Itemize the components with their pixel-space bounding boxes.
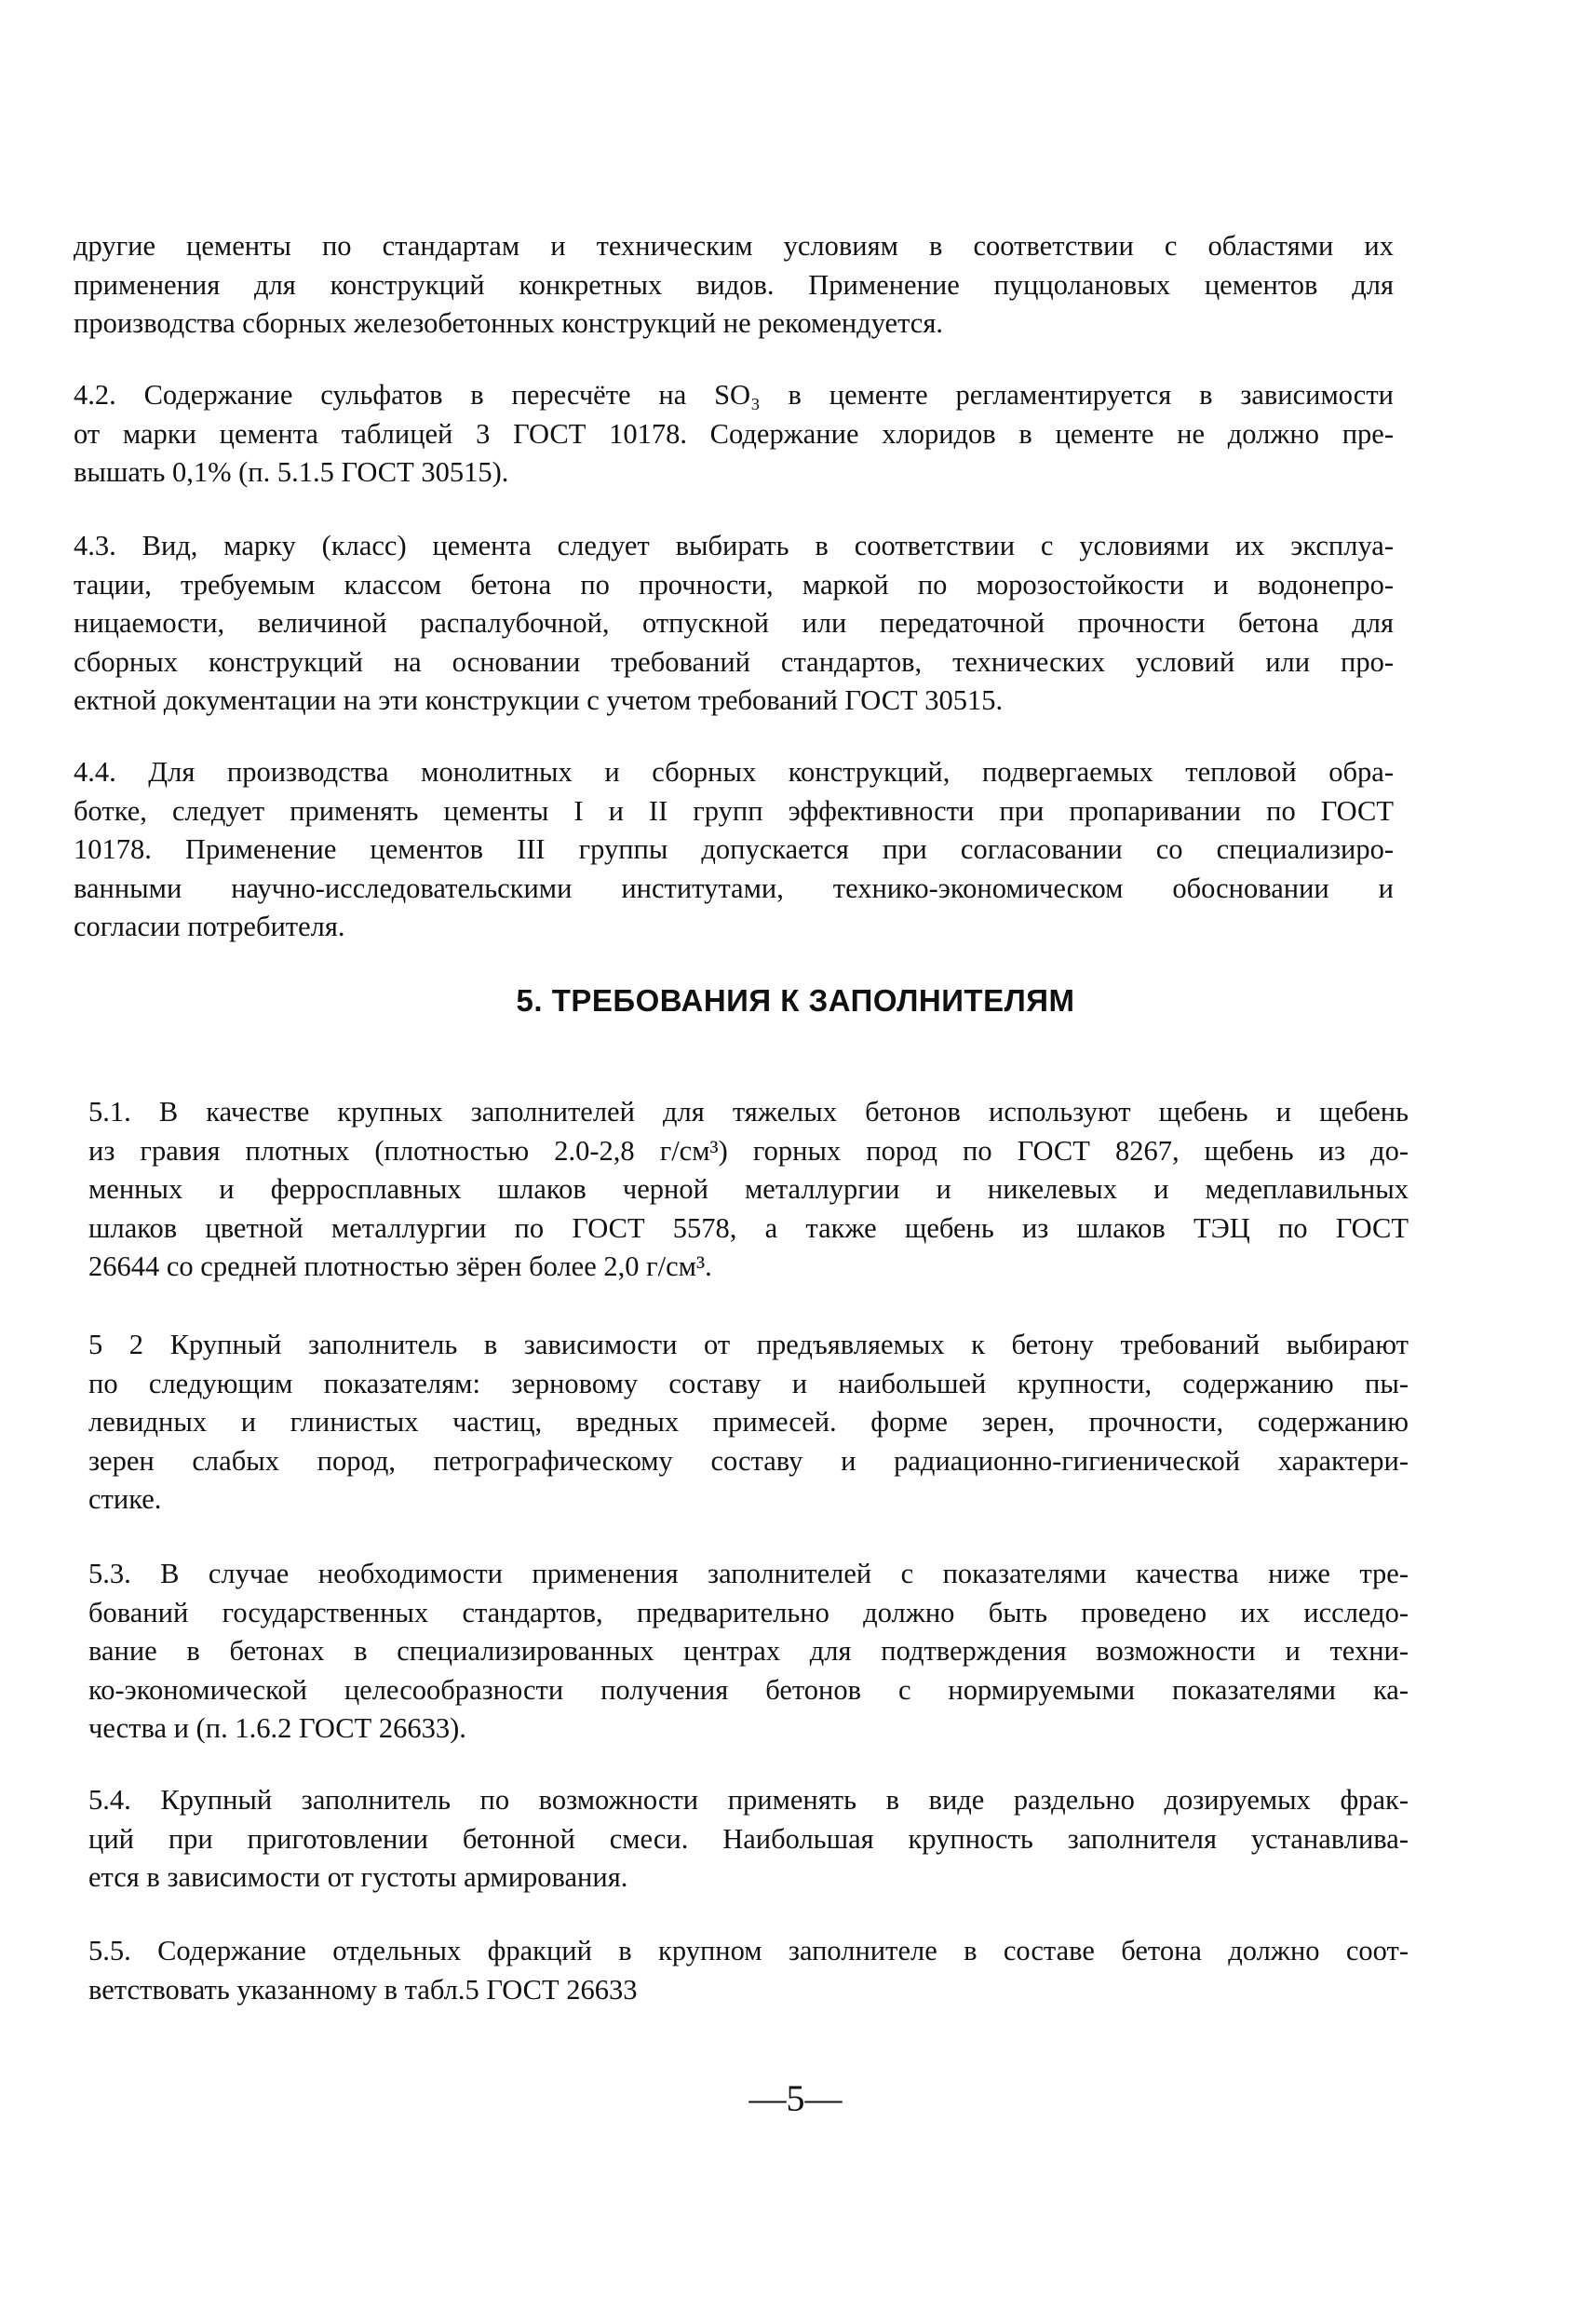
paragraph-4-2 (74, 376, 1394, 493)
paragraph-5-2 (88, 1326, 1409, 1520)
page-number: —5— (748, 2077, 843, 2119)
text-line: от марки цемента таблицей 3 ГОСТ 10178. Содержание хлоридов в цементе не должно пре- (74, 417, 1394, 450)
paragraph-5-1 (88, 1093, 1409, 1287)
text-line: по следующим показателям: зерновому составу и наибольшей крупности, содержанию пы- (88, 1367, 1409, 1399)
text-line: ботке, следует применять цементы I и II групп эффективности при пропаривании по ГОСТ (74, 794, 1394, 827)
text-line: применения для конструкций конкретных видов. Применение пуццолановых цементов для (74, 268, 1394, 301)
text-line: сборных конструкций на основании требований стандартов, технических условий или про- (74, 645, 1394, 678)
text-line: менных и ферросплавных шлаков черной металлургии и никелевых и медеплавильных (88, 1173, 1409, 1205)
text-line: ется в зависимости от густоты армирования. (88, 1861, 628, 1893)
text-line: 5.3. В случае необходимости применения заполнителей с показателями качества ниже тре- (88, 1558, 1409, 1589)
text-line: бований государственных стандартов, предварительно должно быть проведено их исследо- (88, 1596, 1409, 1628)
text-line: 4.3. Вид, марку (класс) цемента следует выбирать в соответствии с условиями их эксплуа- (74, 530, 1394, 561)
section-heading: 5. ТРЕБОВАНИЯ К ЗАПОЛНИТЕЛЯМ (516, 983, 1075, 1018)
text-line: 26644 со средней плотностью зёрен более 2,0 г/см³. (88, 1250, 712, 1282)
text-line: из гравия плотных (плотностью 2.0-2,8 г/см³) горных пород по ГОСТ 8267, щебень из до- (88, 1134, 1409, 1167)
text-line: ницаемости, величиной распалубочной, отпускной или передаточной прочности бетона для (74, 607, 1394, 639)
text-line: производства сборных железобетонных конструкций не рекомендуется. (74, 307, 943, 339)
text-line: ций при приготовлении бетонной смеси. Наибольшая крупность заполнителя устанавлива- (88, 1822, 1409, 1855)
text-line: стике. (88, 1483, 162, 1515)
text-line: другие цементы по стандартам и техническим условиям в соответствии с областями их (74, 230, 1394, 262)
paragraph-5-5 (88, 1932, 1409, 2009)
paragraph-4-3 (74, 527, 1394, 721)
text-line: шлаков цветной металлургии по ГОСТ 5578, а также щебень из шлаков ТЭЦ по ГОСТ (88, 1211, 1409, 1244)
paragraph-5-3 (88, 1555, 1409, 1749)
text-line: ко-экономической целесообразности получения бетонов с нормируемыми показателями ка- (88, 1673, 1409, 1706)
text-line: ектной документации на эти конструкции с учетом требований ГОСТ 30515. (74, 684, 1004, 716)
text-line: вание в бетонах в специализированных центрах для подтверждения возможности и техни- (88, 1635, 1409, 1667)
text-line: вышать 0,1% (п. 5.1.5 ГОСТ 30515). (74, 456, 509, 488)
text-line: зерен слабых пород, петрографическому составу и радиационно-гигиенической характери- (88, 1444, 1409, 1477)
text-line: 5.5. Содержание отдельных фракций в крупном заполнителе в составе бетона должно соот- (88, 1935, 1409, 1966)
text-line: ветствовать указанному в табл.5 ГОСТ 26633 (88, 1973, 638, 2006)
text-line: тации, требуемым классом бетона по прочности, маркой по морозостойкости и водонепро- (74, 568, 1394, 601)
text-line: 5.4. Крупный заполнитель по возможности применять в виде раздельно дозируемых фрак- (88, 1784, 1409, 1816)
text-line: согласии потребителя. (74, 911, 345, 942)
text-line: 5 2 Крупный заполнитель в зависимости от предъявляемых к бетону требований выбирают (88, 1329, 1409, 1360)
text-line: 10178. Применение цементов III группы допускается при согласовании со специализиро- (74, 833, 1394, 865)
text-line: ванными научно-исследовательскими институтами, технико-экономическом обосновании и (74, 872, 1394, 904)
paragraph-continuation (74, 227, 1394, 344)
text-line: 4.4. Для производства монолитных и сборных конструкций, подвергаемых тепловой обра- (74, 756, 1394, 788)
paragraph-5-4 (88, 1781, 1409, 1898)
text-line: левидных и глинистых частиц, вредных примесей. форме зерен, прочности, содержанию (88, 1406, 1409, 1438)
paragraph-4-4 (74, 753, 1394, 947)
text-line: чества и (п. 1.6.2 ГОСТ 26633). (88, 1712, 466, 1744)
text-line: 5.1. В качестве крупных заполнителей для тяжелых бетонов используют щебень и щебень (88, 1096, 1409, 1128)
text-line: 4.2. Содержание сульфатов в пересчёте на SO₃ в цементе регламентируется в зависимости (74, 379, 1394, 411)
